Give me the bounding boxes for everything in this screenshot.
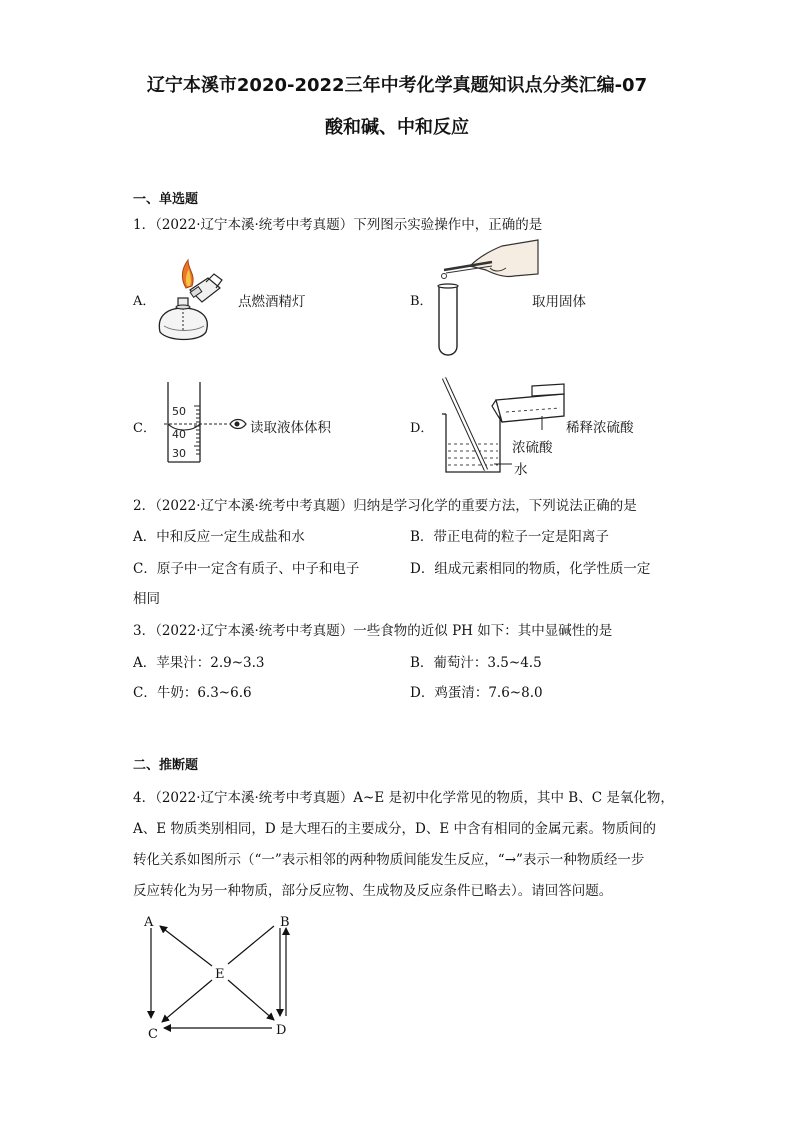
q1-option-d-caption: 稀释浓硫酸	[566, 420, 634, 436]
q3-option-c: C．牛奶：6.3~6.6	[133, 685, 252, 701]
q4-line-4: 反应转化为另一种物质，部分反应物、生成物及反应条件已略去）。请回答问题。	[133, 883, 613, 899]
edge-e-to-d	[228, 980, 274, 1020]
q1-option-a-caption: 点燃酒精灯	[238, 294, 306, 310]
q3-option-a: A．苹果汁：2.9~3.3	[133, 655, 265, 671]
edge-b-e	[228, 926, 274, 964]
edge-e-to-a	[160, 926, 212, 966]
q1-option-b-letter: B．	[410, 294, 433, 309]
q2-option-b: B．带正电荷的粒子一定是阳离子	[410, 529, 609, 545]
node-d: D	[276, 1023, 287, 1038]
q3-stem: 3．（2022·辽宁本溪·统考中考真题）一些食物的近似 PH 如下：其中显碱性的是	[133, 623, 613, 639]
q1-option-c-letter: C．	[133, 421, 156, 436]
section-heading-inference: 二、推断题	[133, 758, 199, 773]
q1-option-b-caption: 取用固体	[532, 294, 586, 310]
q1-stem: 1．（2022·辽宁本溪·统考中考真题）下列图示实验操作中，正确的是	[133, 217, 543, 233]
document-title-line2: 酸和碱、中和反应	[325, 117, 469, 138]
cylinder-tick-30: 30	[172, 447, 186, 460]
d-label-concentrated-acid: 浓硫酸	[512, 440, 553, 456]
section-heading-single-choice: 一、单选题	[133, 192, 199, 207]
node-a: A	[144, 915, 154, 930]
graduated-cylinder-illustration	[160, 382, 250, 466]
q2-option-d-continued: 相同	[133, 591, 160, 607]
q4-relationship-diagram	[140, 910, 300, 1040]
q4-line-1: 4．（2022·辽宁本溪·统考中考真题）A~E 是初中化学常见的物质，其中 B、C 是氧化物，	[133, 790, 674, 806]
node-c: C	[148, 1027, 158, 1042]
q2-option-c: C．原子中一定含有质子、中子和电子	[133, 561, 360, 577]
q1-option-a-letter: A．	[133, 294, 156, 309]
cylinder-tick-40: 40	[172, 428, 186, 441]
cylinder-tick-50: 50	[172, 405, 186, 418]
edge-e-to-c	[162, 980, 212, 1022]
q2-stem: 2．（2022·辽宁本溪·统考中考真题）归纳是学习化学的重要方法，下列说法正确的是	[133, 498, 637, 514]
node-e: E	[215, 967, 225, 982]
q1-option-d-letter: D．	[410, 421, 434, 436]
q4-line-3: 转化关系如图所示（“一”表示相邻的两种物质间能发生反应，“→”表示一种物质经一步	[133, 852, 645, 868]
q1-option-c-caption: 读取液体体积	[250, 420, 331, 436]
dilute-acid-illustration	[436, 372, 576, 482]
node-b: B	[280, 915, 290, 930]
q3-option-b: B．葡萄汁：3.5~4.5	[410, 655, 542, 671]
alcohol-lamp-illustration	[150, 258, 240, 348]
q4-line-2: A、E 物质类别相同，D 是大理石的主要成分，D、E 中含有相同的金属元素。物质间的	[133, 821, 656, 837]
q2-option-d: D．组成元素相同的物质，化学性质一定	[410, 561, 651, 577]
q2-option-a: A．中和反应一定生成盐和水	[133, 529, 305, 545]
d-label-water: 水	[514, 462, 528, 478]
q3-option-d: D．鸡蛋清：7.6~8.0	[410, 685, 543, 701]
document-title-line1: 辽宁本溪市2020-2022三年中考化学真题知识点分类汇编-07	[146, 75, 648, 96]
test-tube-spatula-illustration	[430, 238, 540, 360]
